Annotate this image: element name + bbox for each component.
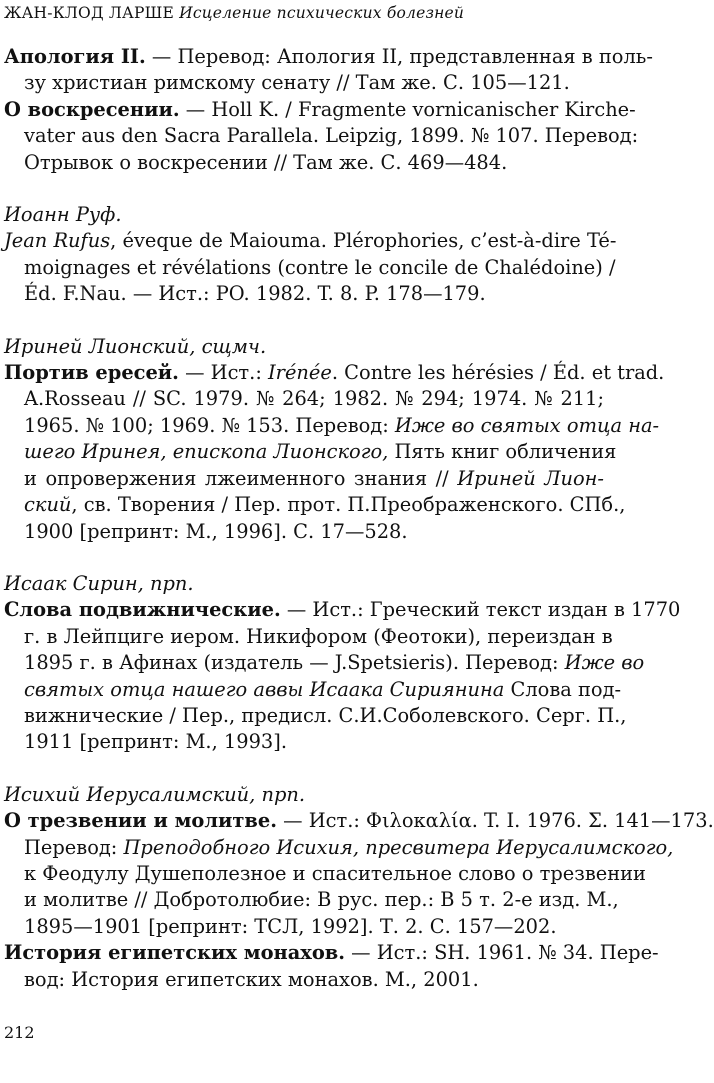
entry-line bbox=[4, 97, 636, 123]
entry-text: , св. Творения / Пер. прот. П.Преображенского. СПб., bbox=[71, 493, 626, 517]
entry-line bbox=[4, 677, 622, 703]
entry-title: О воскресении. bbox=[4, 97, 180, 121]
entry-text: — Ист.: SH. 1961. № 34. Пере- bbox=[345, 941, 659, 965]
italic-text: Иже во bbox=[564, 651, 645, 675]
entry-line bbox=[4, 624, 613, 650]
entry-line bbox=[4, 703, 627, 729]
entry-text: moignages et révélations (contre le concile de Chalédoine) / bbox=[24, 255, 616, 279]
entry-text: 1965. № 100; 1969. № 153. Перевод: bbox=[24, 413, 395, 437]
author-heading: Ириней Лионский, сщмч. bbox=[4, 334, 267, 358]
italic-text: Irénée bbox=[268, 361, 332, 385]
entry-line bbox=[4, 228, 617, 254]
entry-line bbox=[4, 835, 674, 861]
entry-text: к Феодулу Душеполезное и спасительное слово о трезвении bbox=[24, 861, 646, 885]
entry-line bbox=[4, 808, 714, 834]
bibliography-entry bbox=[4, 44, 653, 97]
entry-title: История египетских монахов. bbox=[4, 941, 345, 965]
section-gap bbox=[4, 176, 604, 202]
entry-text: . Contre les hérésies / Éd. et trad. bbox=[331, 361, 665, 385]
entry-line bbox=[4, 44, 653, 70]
running-header bbox=[4, 4, 464, 22]
section-gap bbox=[4, 308, 604, 334]
bibliography-entry bbox=[4, 228, 617, 307]
entry-text: 1900 [репринт: М., 1996]. С. 17—528. bbox=[24, 519, 408, 543]
entry-line bbox=[4, 887, 619, 913]
entry-text: вод: История египетских монахов. М., 2001. bbox=[24, 967, 479, 991]
entry-text: Отрывок о воскресении // Там же. С. 469—484. bbox=[24, 150, 508, 174]
entry-line bbox=[4, 940, 659, 966]
entry-line bbox=[4, 466, 604, 492]
author-heading: Исихий Иерусалимский, прп. bbox=[4, 782, 306, 806]
entry-title: Слова подвижнические. bbox=[4, 598, 281, 622]
entry-text: 1895—1901 [репринт: ТСЛ, 1992]. Т. 2. С. 157—202. bbox=[24, 914, 557, 938]
entry-title: Апология II. bbox=[4, 45, 146, 68]
entry-text: зу христиан римскому сенату // Там же. С. 105—121. bbox=[24, 71, 570, 95]
entry-title: О трезвении и молитве. bbox=[4, 809, 277, 833]
entry-line bbox=[4, 914, 604, 940]
entry-line bbox=[4, 413, 660, 439]
entry-line bbox=[4, 70, 604, 96]
italic-text: Преподобного Исихия, пресвитера Иерусалимского, bbox=[123, 835, 674, 859]
entry-text: — Ист.: bbox=[178, 361, 269, 385]
author-heading: Исаак Сирин, прп. bbox=[4, 571, 194, 595]
section-gap bbox=[4, 545, 604, 571]
entry-line bbox=[4, 386, 604, 412]
entry-text: Éd. F.Nau. — Ист.: PO. 1982. T. 8. P. 178—179. bbox=[24, 282, 486, 306]
entry-text: г. в Лейпциге иером. Никифором (Феотоки), переиздан в bbox=[24, 624, 613, 648]
bibliography-list bbox=[4, 44, 714, 993]
entry-line bbox=[4, 492, 626, 518]
entry-text: , éveque de Maiouma. Plérophories, c’est-à-dire Té- bbox=[110, 229, 617, 253]
author-heading: Иоанн Руф. bbox=[4, 203, 122, 227]
entry-line bbox=[4, 861, 646, 887]
entry-line bbox=[4, 650, 645, 676]
entry-line bbox=[4, 255, 616, 281]
entry-line bbox=[4, 281, 604, 307]
entry-line bbox=[4, 150, 604, 176]
entry-text: 1911 [репринт: М., 1993]. bbox=[24, 730, 287, 754]
header-author: ЖАН-КЛОД ЛАРШЕ bbox=[4, 4, 174, 22]
entry-text: — Ист.: Греческий текст издан в 1770 bbox=[280, 598, 681, 622]
entry-line bbox=[4, 729, 604, 755]
bibliography-entry bbox=[4, 360, 665, 545]
bibliography-entry bbox=[4, 808, 714, 940]
bibliography-entry bbox=[4, 97, 639, 176]
bibliography-entry bbox=[4, 940, 659, 993]
entry-title: Портив ересей. bbox=[4, 361, 179, 385]
entry-text: вижнические / Пер., предисл. С.И.Соболевского. Серг. П., bbox=[24, 703, 627, 727]
entry-text: Пять книг обличения bbox=[388, 440, 617, 464]
entry-text: и опровержения лжеименного знания // bbox=[24, 466, 458, 490]
italic-text: Jean Rufus bbox=[4, 229, 111, 253]
entry-line bbox=[4, 597, 681, 623]
italic-text: шего Иринея, епископа Лионского, bbox=[24, 440, 389, 464]
italic-text: святых отца нашего аввы Исаака Сириянина bbox=[24, 677, 505, 701]
italic-text: ский bbox=[24, 493, 72, 517]
bibliography-entry bbox=[4, 597, 681, 755]
entry-text: — Holl K. / Fragmente vornicanischer Kirche- bbox=[179, 97, 636, 121]
entry-line bbox=[4, 519, 604, 545]
entry-line bbox=[4, 439, 617, 465]
header-title: Исцеление психических болезней bbox=[179, 4, 465, 22]
entry-line bbox=[4, 360, 665, 386]
italic-text: Иже во святых отца на- bbox=[394, 413, 660, 437]
italic-text: Ириней Лион- bbox=[457, 466, 604, 490]
entry-line bbox=[4, 967, 604, 993]
entry-text: 1895 г. в Афинах (издатель — J.Spetsieris). Перевод: bbox=[24, 651, 565, 675]
entry-text: Слова под- bbox=[504, 677, 622, 701]
section-gap bbox=[4, 756, 604, 782]
entry-line bbox=[4, 123, 639, 149]
entry-text: vater aus den Sacra Parallela. Leipzig, 1899. № 107. Перевод: bbox=[24, 124, 639, 148]
entry-text: — Ист.: Φιλοκαλία. T. I. 1976. Σ. 141—173. bbox=[276, 809, 714, 833]
page-number: 212 bbox=[4, 1023, 35, 1042]
entry-text: — Перевод: Апология II, представленная в поль- bbox=[145, 45, 653, 68]
entry-text: A.Rosseau // SC. 1979. № 264; 1982. № 294; 1974. № 211; bbox=[24, 387, 604, 411]
entry-text: и молитве // Добротолюбие: В рус. пер.: В 5 т. 2-е изд. М., bbox=[24, 888, 619, 912]
entry-text: Перевод: bbox=[24, 835, 124, 859]
